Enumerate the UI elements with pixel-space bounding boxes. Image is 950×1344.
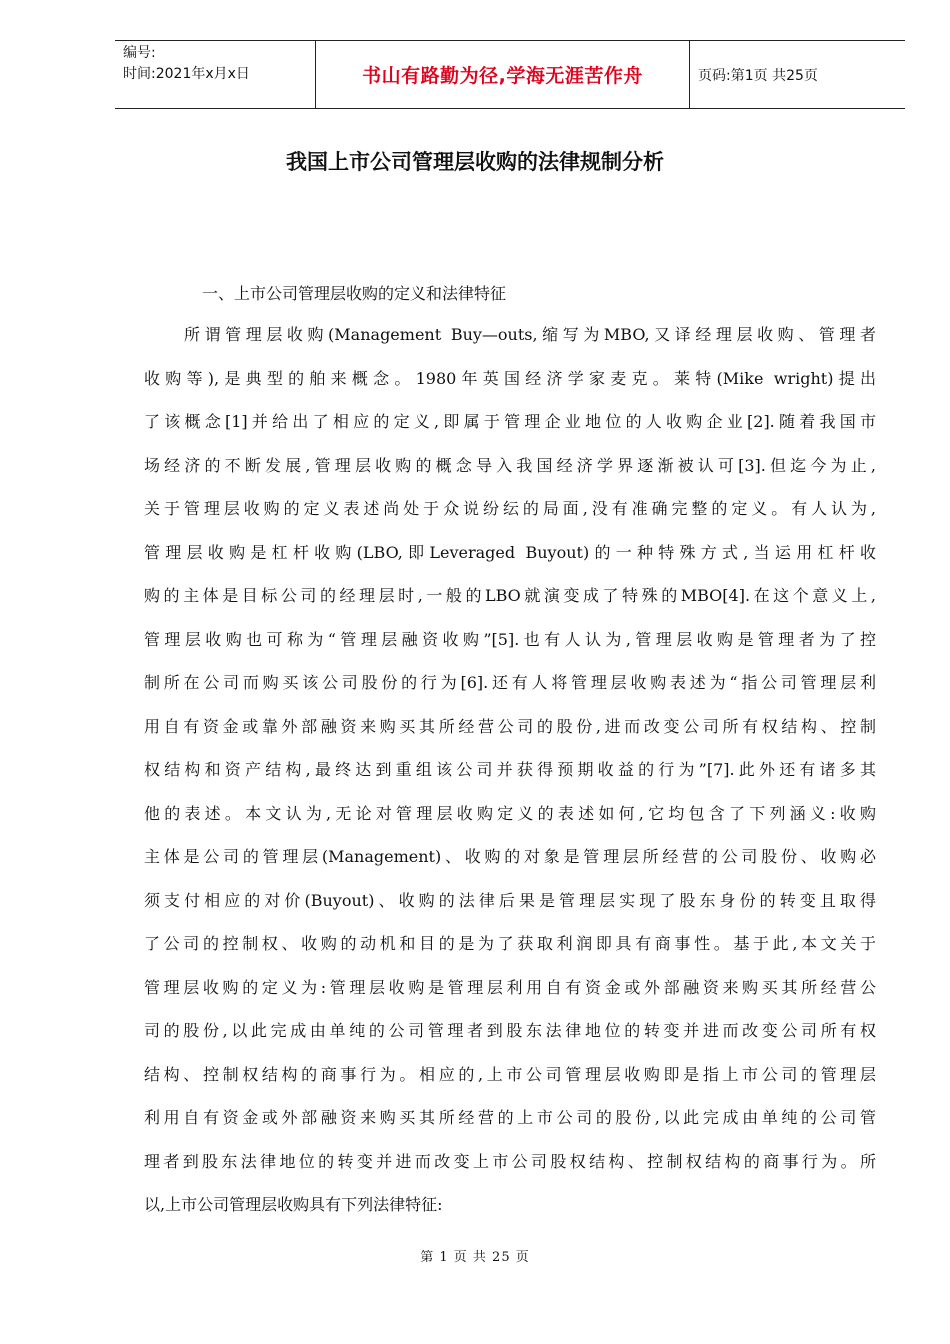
body-line: 购的主体是目标公司的经理层时,一般的LBO就演变成了特殊的MBO[4].在这个意义上,: [144, 586, 876, 605]
body-line: 用自有资金或靠外部融资来购买其所经营公司的股份,进而改变公司所有权结构、控制: [144, 716, 876, 736]
body-line: 结构、控制权结构的商事行为。相应的,上市公司管理层收购即是指上市公司的管理层: [144, 1064, 876, 1084]
body-paragraph: [144, 319, 876, 1233]
body-line: 场经济的不断发展,管理层收购的概念导入我国经济学界逐渐被认可[3].但迄今为止,: [144, 455, 876, 475]
body-line: 关于管理层收购的定义表述尚处于众说纷纭的局面,没有准确完整的定义。有人认为,: [144, 499, 876, 518]
serial-label: 编号:: [123, 45, 156, 61]
body-line: 以,上市公司管理层收购具有下列法律特征:: [144, 1195, 443, 1214]
body-line: 制所在公司而购买该公司股份的行为[6].还有人将管理层收购表述为“指公司管理层利: [144, 673, 876, 692]
body-line: 须支付相应的对价(Buyout)、收购的法律后果是管理层实现了股东身份的转变且取得: [144, 890, 876, 910]
motto-text: 书山有路勤为径,学海无涯苦作舟: [362, 65, 643, 87]
page-footer: 第 1 页 共 25 页: [420, 1250, 530, 1265]
body-line: 权结构和资产结构,最终达到重组该公司并获得预期收益的行为”[7].此外还有诸多其: [144, 760, 876, 779]
body-line: 收购等),是典型的舶来概念。1980年英国经济学家麦克。莱特(Mike wright)提出: [144, 368, 876, 388]
header-motto-cell: [316, 41, 690, 108]
body-line: 主体是公司的管理层(Management)、收购的对象是管理层所经营的公司股份、收购必: [144, 847, 876, 866]
body-line: 管理层收购的定义为:管理层收购是管理层利用自有资金或外部融资来购买其所经营公: [144, 977, 876, 997]
body-line: 了该概念[1]并给出了相应的定义,即属于管理企业地位的人收购企业[2].随着我国市: [144, 412, 876, 431]
body-line: 理者到股东法律地位的转变并进而改变上市公司股权结构、控制权结构的商事行为。所: [144, 1151, 876, 1171]
header-table: [115, 40, 905, 109]
body-line: 他的表述。本文认为,无论对管理层收购定义的表述如何,它均包含了下列涵义:收购: [144, 803, 876, 823]
body-line: 司的股份,以此完成由单纯的公司管理者到股东法律地位的转变并进而改变公司所有权: [144, 1021, 876, 1040]
body-line: 了公司的控制权、收购的动机和目的是为了获取利润即具有商事性。基于此,本文关于: [144, 934, 876, 953]
document-title: 我国上市公司管理层收购的法律规制分析: [286, 150, 664, 174]
header-meta-cell: [115, 41, 316, 108]
section-heading: 一、上市公司管理层收购的定义和法律特征: [202, 284, 507, 303]
body-line: 所谓管理层收购(Management Buy—outs,缩写为MBO,又译经理层收购、管理者: [184, 325, 876, 344]
page-info: 页码:第1页 共25页: [698, 67, 818, 84]
body-line: 管理层收购是杠杆收购(LBO,即Leveraged Buyout)的一种特殊方式,当运用杠杆收: [144, 542, 876, 562]
body-line: 管理层收购也可称为“管理层融资收购”[5].也有人认为,管理层收购是管理者为了控: [144, 629, 876, 649]
header-page-cell: [690, 41, 905, 108]
time-label: 时间:2021年x月x日: [123, 66, 250, 82]
body-line: 利用自有资金或外部融资来购买其所经营的上市公司的股份,以此完成由单纯的公司管: [144, 1108, 876, 1127]
